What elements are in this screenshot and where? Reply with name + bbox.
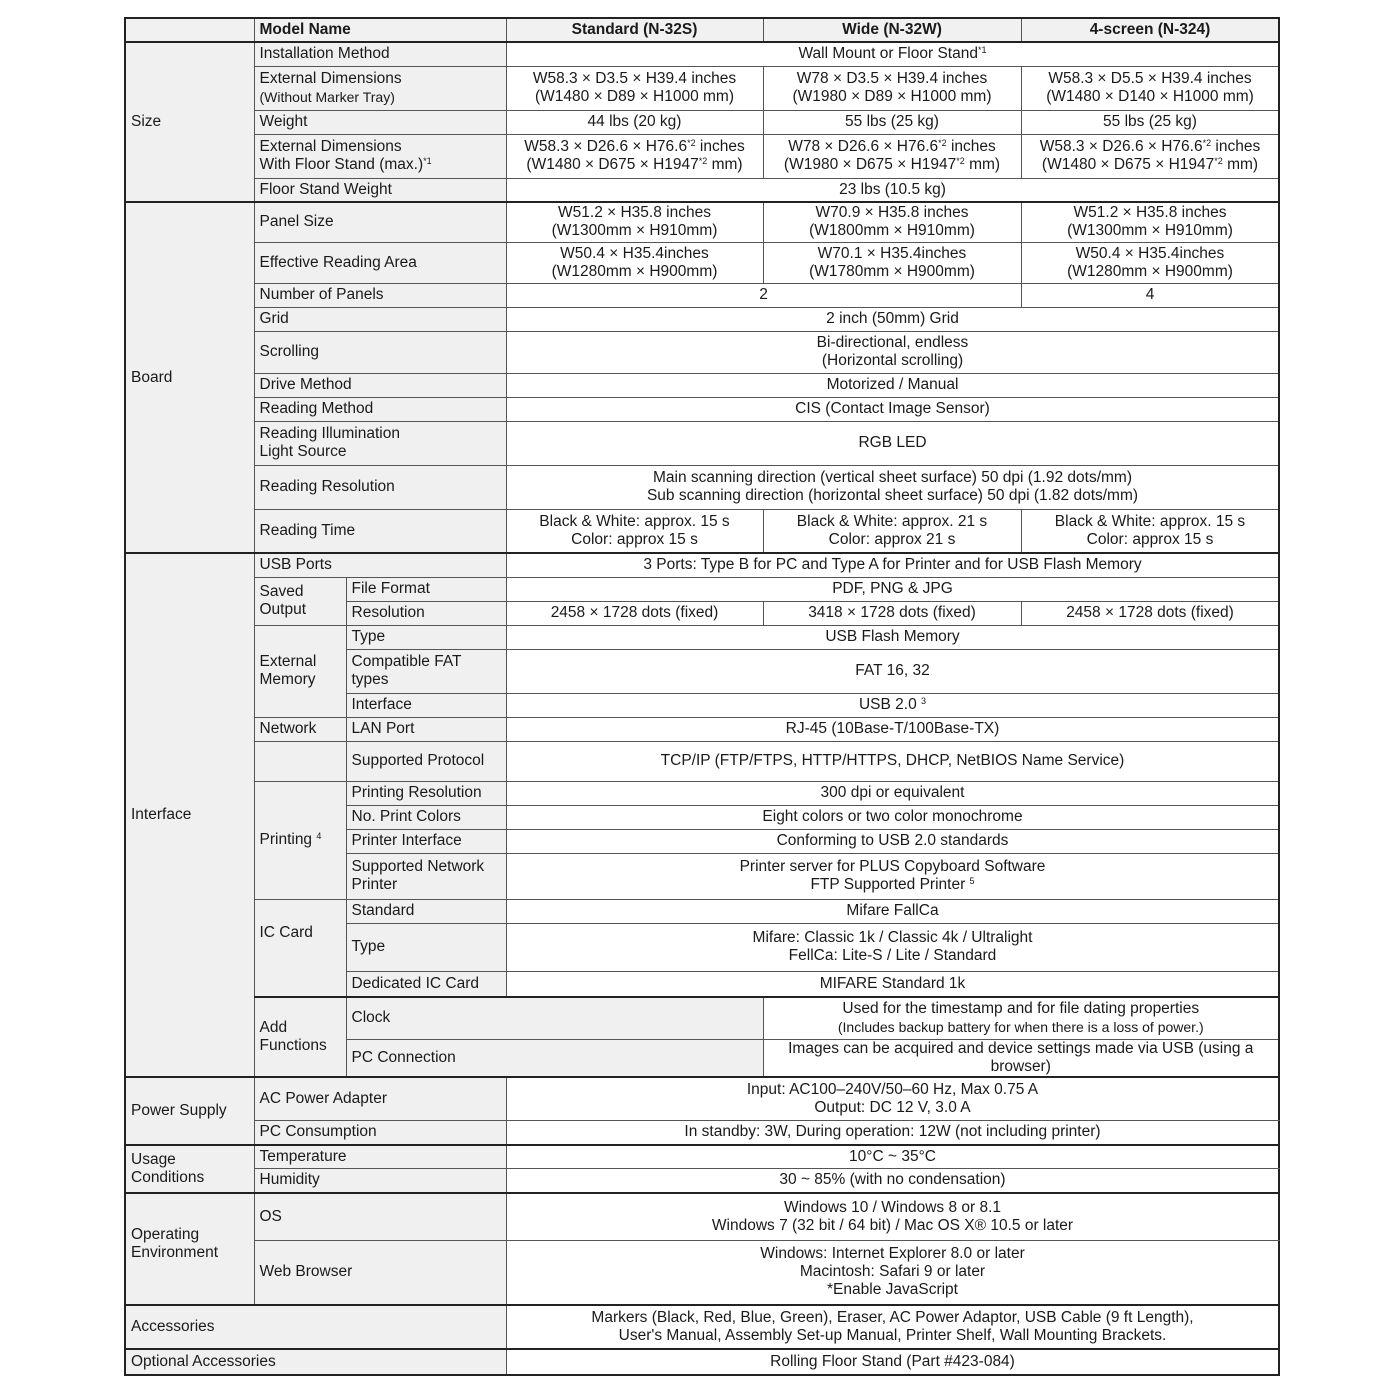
label-fat-types: Compatible FAT types — [346, 649, 506, 693]
row-panel-size — [125, 202, 1279, 242]
label-printer-interface: Printer Interface — [346, 829, 506, 853]
value-effective-area-wide: W70.1 × H35.4inches (W1780mm × H900mm) — [763, 242, 1021, 283]
label-grid: Grid — [254, 307, 506, 331]
value-fat-types: FAT 16, 32 — [506, 649, 1279, 693]
label-reading-method: Reading Method — [254, 397, 506, 421]
value-pc-connection: Images can be acquired and device settings made via USB (using a browser) — [763, 1039, 1279, 1077]
row-external-dimensions — [125, 66, 1279, 110]
value-floor-stand-dimensions-4-screen: $W58.3 \times D26.6 \times H76.6^{*2}$ inches ($W1480 \times D675 \times H1947^{*2}$ mm) — [1021, 134, 1279, 178]
label-floor-stand-weight: Floor Stand Weight — [254, 178, 506, 202]
value-external-dimensions-standard: W58.3 × D3.5 × H39.4 inches (W1480 × D89 × H1000 mm) — [506, 66, 763, 110]
header-4-screen: 4-screen (N-324) — [1021, 18, 1279, 42]
spec-sheet — [124, 17, 1280, 1376]
label-saved-output: Saved Output — [254, 577, 346, 625]
label-clock: Clock — [346, 997, 763, 1039]
label-network-printer: Supported Network Printer — [346, 853, 506, 899]
value-output-resolution-wide: 3418 × 1728 dots (fixed) — [763, 601, 1021, 625]
value-printing-resolution: 300 dpi or equivalent — [506, 781, 1279, 805]
value-effective-area-standard: W50.4 × H35.4inches (W1280mm × H900mm) — [506, 242, 763, 283]
row-reading-time — [125, 509, 1279, 553]
header-standard: Standard (N-32S) — [506, 18, 763, 42]
value-grid: 2 inch (50mm) Grid — [506, 307, 1279, 331]
group-add-functions: Add Functions — [254, 997, 346, 1077]
value-reading-resolution: Main scanning direction (vertical sheet surface) 50 dpi (1.92 dots/mm) Sub scanning direction (horizontal sheet surface) 50 dpi (1.82 dots/mm) — [506, 465, 1279, 509]
network-continuation-cell — [254, 741, 346, 781]
value-panel-size-wide: W70.9 × H35.8 inches (W1800mm × H910mm) — [763, 202, 1021, 242]
value-lan-port: RJ-45 (10Base-T/100Base-TX) — [506, 717, 1279, 741]
value-file-format: PDF, PNG & JPG — [506, 577, 1279, 601]
value-effective-area-4-screen: W50.4 × H35.4inches (W1280mm × H900mm) — [1021, 242, 1279, 283]
value-external-dimensions-4-screen: W58.3 × D5.5 × H39.4 inches (W1480 × D140 × H1000 mm) — [1021, 66, 1279, 110]
label-floor-stand-dimensions: External Dimensions With Floor Stand $(\max.)^{*1}$ — [254, 134, 506, 178]
value-printer-interface: Conforming to USB 2.0 standards — [506, 829, 1279, 853]
row-scrolling — [125, 331, 1279, 373]
label-web-browser: Web Browser — [254, 1241, 506, 1305]
row-humidity — [125, 1169, 1279, 1193]
label-temperature: Temperature — [254, 1145, 506, 1169]
value-floor-stand-dimensions-standard: $W58.3 \times D26.6 \times H76.6^{*2}$ inches ($W1480 \times D675 \times H1947^{*2}$ mm) — [506, 134, 763, 178]
value-scrolling: Bi-directional, endless (Horizontal scrolling) — [506, 331, 1279, 373]
group-operating-environment: Operating Environment — [125, 1193, 254, 1305]
value-drive-method: Motorized / Manual — [506, 373, 1279, 397]
row-weight — [125, 110, 1279, 134]
value-network-printer: Printer server for PLUS Copyboard Software FTP Supported Printer $^5$ — [506, 853, 1279, 899]
label-pc-consumption: PC Consumption — [254, 1121, 506, 1145]
label-external-memory: External Memory — [254, 625, 346, 717]
value-panel-size-4-screen: W51.2 × H35.8 inches (W1300mm × H910mm) — [1021, 202, 1279, 242]
value-reading-time-standard: Black & White: approx. 15 s Color: approx 15 s — [506, 509, 763, 553]
row-file-format — [125, 577, 1279, 601]
value-os: Windows 10 / Windows 8 or 8.1 Windows 7 (32 bit / 64 bit) / Mac OS X® 10.5 or later — [506, 1193, 1279, 1241]
row-usb-ports — [125, 553, 1279, 577]
row-pc-consumption — [125, 1121, 1279, 1145]
row-reading-illumination — [125, 421, 1279, 465]
value-weight-4-screen: 55 lbs (25 kg) — [1021, 110, 1279, 134]
row-lan-port — [125, 717, 1279, 741]
row-floor-stand-weight — [125, 178, 1279, 202]
label-usb-ports: USB Ports — [254, 553, 506, 577]
value-ic-standard: Mifare FallCa — [506, 899, 1279, 923]
row-web-browser — [125, 1241, 1279, 1305]
row-installation-method — [125, 42, 1279, 66]
row-grid — [125, 307, 1279, 331]
label-number-of-panels: Number of Panels — [254, 283, 506, 307]
value-dedicated-ic-card: MIFARE Standard 1k — [506, 971, 1279, 997]
label-effective-reading-area: Effective Reading Area — [254, 242, 506, 283]
value-ac-adapter: Input: AC100–240V/50–60 Hz, Max 0.75 A Output: DC 12 V, 3.0 A — [506, 1077, 1279, 1121]
label-reading-illumination: Reading Illumination Light Source — [254, 421, 506, 465]
value-panels-standard-wide: 2 — [506, 283, 1021, 307]
value-floor-stand-weight: 23 lbs (10.5 kg) — [506, 178, 1279, 202]
value-accessories: Markers (Black, Red, Blue, Green), Eraser, AC Power Adaptor, USB Cable (9 ft Length), User's Manual, Assembly Set-up Manual, Printer Shelf, Wall Mounting Brackets. — [506, 1305, 1279, 1349]
label-panel-size: Panel Size — [254, 202, 506, 242]
value-clock: Used for the timestamp and for file dating properties (Includes backup battery for when there is a loss of power.) — [763, 997, 1279, 1039]
label-ic-standard: Standard — [346, 899, 506, 923]
value-print-colors: Eight colors or two color monochrome — [506, 805, 1279, 829]
header-blank-cell — [125, 18, 254, 42]
value-ic-type: Mifare: Classic 1k / Classic 4k / Ultralight FellCa: Lite-S / Lite / Standard — [506, 923, 1279, 971]
group-power-supply: Power Supply — [125, 1077, 254, 1145]
row-drive-method — [125, 373, 1279, 397]
row-optional-accessories — [125, 1349, 1279, 1375]
label-file-format: File Format — [346, 577, 506, 601]
row-os — [125, 1193, 1279, 1241]
label-printing-resolution: Printing Resolution — [346, 781, 506, 805]
label-printing: Printing $^4$ — [254, 781, 346, 899]
label-ac-adapter: AC Power Adapter — [254, 1077, 506, 1121]
group-board: Board — [125, 202, 254, 553]
label-os: OS — [254, 1193, 506, 1241]
label-dedicated-ic-card: Dedicated IC Card — [346, 971, 506, 997]
header-wide: Wide (N-32W) — [763, 18, 1021, 42]
row-reading-method — [125, 397, 1279, 421]
group-size: Size — [125, 42, 254, 202]
row-supported-protocol — [125, 741, 1279, 781]
label-lan-port: LAN Port — [346, 717, 506, 741]
row-clock — [125, 997, 1279, 1039]
value-weight-wide: 55 lbs (25 kg) — [763, 110, 1021, 134]
label-installation-method: Installation Method — [254, 42, 506, 66]
value-floor-stand-dimensions-wide: $W78 \times D26.6 \times H76.6^{*2}$ inches ($W1980 \times D675 \times H1947^{*2}$ mm) — [763, 134, 1021, 178]
label-memory-interface: Interface — [346, 693, 506, 717]
value-installation-method: Wall Mount or Floor Stand$^{*1}$ — [506, 42, 1279, 66]
row-ac-adapter — [125, 1077, 1279, 1121]
value-output-resolution-4-screen: 2458 × 1728 dots (fixed) — [1021, 601, 1279, 625]
label-accessories: Accessories — [125, 1305, 506, 1349]
row-memory-type — [125, 625, 1279, 649]
specifications-table — [124, 17, 1280, 1376]
label-reading-time: Reading Time — [254, 509, 506, 553]
value-memory-type: USB Flash Memory — [506, 625, 1279, 649]
label-supported-protocol: Supported Protocol — [346, 741, 506, 781]
label-optional-accessories: Optional Accessories — [125, 1349, 506, 1375]
row-number-of-panels — [125, 283, 1279, 307]
row-temperature — [125, 1145, 1279, 1169]
label-scrolling: Scrolling — [254, 331, 506, 373]
value-usb-ports: 3 Ports: Type B for PC and Type A for Printer and for USB Flash Memory — [506, 553, 1279, 577]
row-printing-resolution — [125, 781, 1279, 805]
value-reading-time-4-screen: Black & White: approx. 15 s Color: approx 15 s — [1021, 509, 1279, 553]
value-supported-protocol: TCP/IP (FTP/FTPS, HTTP/HTTPS, DHCP, NetBIOS Name Service) — [506, 741, 1279, 781]
row-reading-resolution — [125, 465, 1279, 509]
value-panels-4-screen: 4 — [1021, 283, 1279, 307]
value-panel-size-standard: W51.2 × H35.8 inches (W1300mm × H910mm) — [506, 202, 763, 242]
value-optional-accessories: Rolling Floor Stand (Part #423-084) — [506, 1349, 1279, 1375]
label-ic-type: Type — [346, 923, 506, 971]
row-effective-reading-area — [125, 242, 1279, 283]
value-web-browser: Windows: Internet Explorer 8.0 or later Macintosh: Safari 9 or later *Enable JavaScript — [506, 1241, 1279, 1305]
value-memory-interface: USB 2.0 $^3$ — [506, 693, 1279, 717]
label-ic-card: IC Card — [254, 899, 346, 997]
header-row — [125, 18, 1279, 42]
row-floor-stand-dimensions — [125, 134, 1279, 178]
header-model-name: Model Name — [254, 18, 506, 42]
label-pc-connection: PC Connection — [346, 1039, 763, 1077]
label-print-colors: No. Print Colors — [346, 805, 506, 829]
label-memory-type: Type — [346, 625, 506, 649]
value-temperature: 10°C ~ 35°C — [506, 1145, 1279, 1169]
value-pc-consumption: In standby: 3W, During operation: 12W (not including printer) — [506, 1121, 1279, 1145]
label-external-dimensions: External Dimensions (Without Marker Tray) — [254, 66, 506, 110]
label-network: Network — [254, 717, 346, 741]
group-interface: Interface — [125, 553, 254, 1077]
value-weight-standard: 44 lbs (20 kg) — [506, 110, 763, 134]
value-external-dimensions-wide: W78 × D3.5 × H39.4 inches (W1980 × D89 × H1000 mm) — [763, 66, 1021, 110]
label-humidity: Humidity — [254, 1169, 506, 1193]
row-accessories — [125, 1305, 1279, 1349]
label-output-resolution: Resolution — [346, 601, 506, 625]
row-ic-standard — [125, 899, 1279, 923]
value-output-resolution-standard: 2458 × 1728 dots (fixed) — [506, 601, 763, 625]
label-weight: Weight — [254, 110, 506, 134]
value-reading-illumination: RGB LED — [506, 421, 1279, 465]
value-humidity: 30 ~ 85% (with no condensation) — [506, 1169, 1279, 1193]
label-reading-resolution: Reading Resolution — [254, 465, 506, 509]
value-reading-time-wide: Black & White: approx. 21 s Color: approx 21 s — [763, 509, 1021, 553]
value-reading-method: CIS (Contact Image Sensor) — [506, 397, 1279, 421]
group-usage-conditions: Usage Conditions — [125, 1145, 254, 1193]
label-drive-method: Drive Method — [254, 373, 506, 397]
